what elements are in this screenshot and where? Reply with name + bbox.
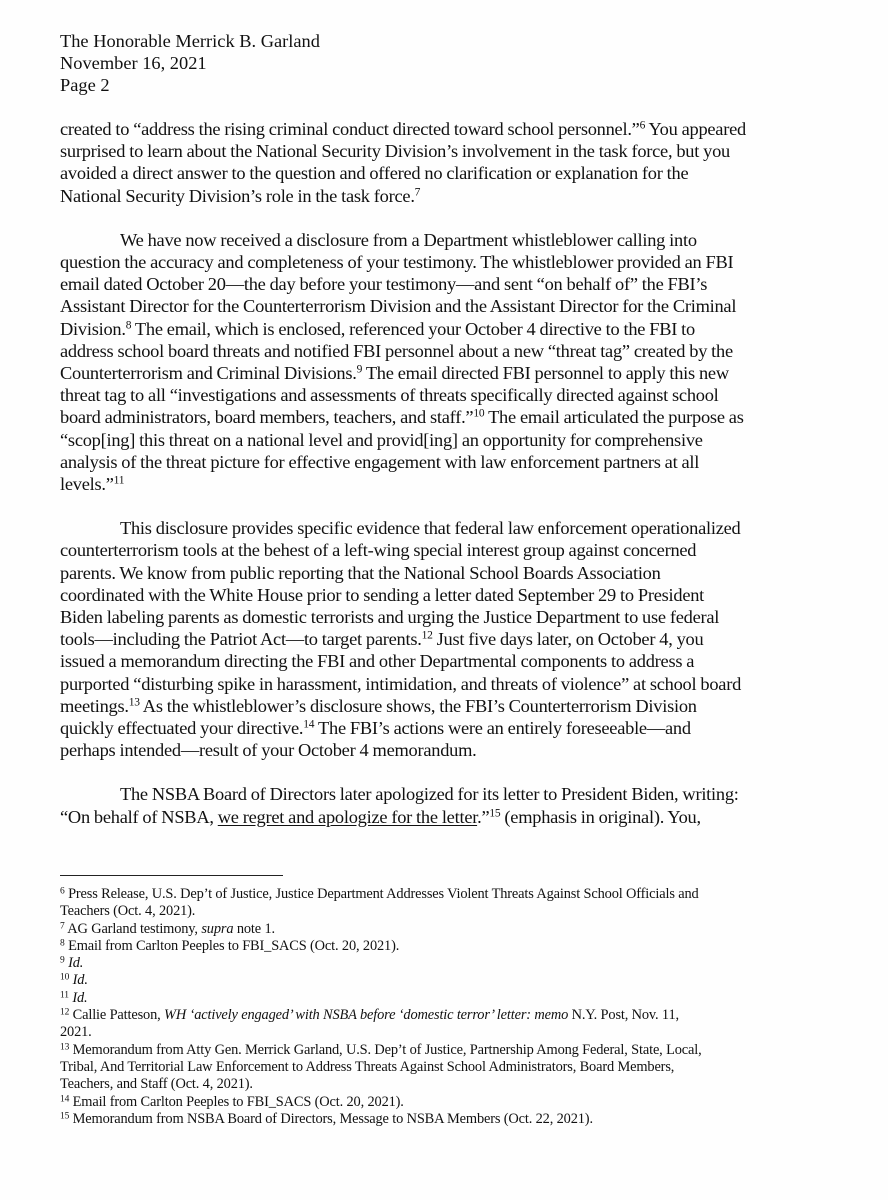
text-line <box>60 717 820 739</box>
footnote-ref: 14 <box>303 718 315 731</box>
text-line <box>60 562 820 584</box>
footnote-ref: 8 <box>125 319 132 332</box>
footnote-14 <box>60 1094 840 1111</box>
recipient-line: The Honorable Merrick B. Garland <box>60 31 320 51</box>
text-run: N.Y. Post, Nov. 11, <box>568 1007 679 1024</box>
footnote-number: 10 <box>60 972 70 983</box>
text-line <box>60 473 820 495</box>
text-line <box>60 140 820 162</box>
text-line <box>60 539 820 561</box>
footnote-13 <box>60 1042 840 1094</box>
footnote-line <box>60 972 840 989</box>
footnote-ref: 12 <box>421 629 433 642</box>
footnote-number: 9 <box>60 955 65 966</box>
text-run: analysis of the threat picture for effective engagement with law enforcement partners at all <box>60 451 700 472</box>
text-line <box>60 251 820 273</box>
italic-text: supra <box>201 920 234 937</box>
text-run: “On behalf of NSBA, <box>60 806 218 827</box>
italic-text: Id. <box>68 955 84 972</box>
footnote-line <box>60 938 840 955</box>
text-run: counterterrorism tools at the behest of a left-wing special interest group against concerned <box>60 540 697 561</box>
italic-text: WH ‘actively engaged’ with NSBA before ‘domestic terror’ letter: memo <box>164 1007 569 1024</box>
text-run: parents. We know from public reporting that the National School Boards Association <box>60 562 661 583</box>
text-line <box>60 118 820 140</box>
footnote-line <box>60 1094 840 1111</box>
text-run: Teachers, and Staff (Oct. 4, 2021). <box>60 1076 253 1093</box>
text-line <box>60 162 820 184</box>
text-run: Callie Patteson, <box>72 1007 165 1024</box>
footnote-number: 11 <box>60 990 69 1001</box>
footnote-line <box>60 921 840 938</box>
footnote-line <box>60 1059 840 1076</box>
footnote-line <box>60 955 840 972</box>
footnote-line <box>60 1024 840 1041</box>
text-line <box>60 273 820 295</box>
text-run: Just five days later, on October 4, you <box>432 629 704 650</box>
text-run: As the whistleblower’s disclosure shows, the FBI’s Counterterrorism Division <box>139 695 697 716</box>
body-paragraph <box>60 118 820 207</box>
text-run: Biden labeling parents as domestic terrorists and urging the Justice Department to use federal <box>60 607 720 628</box>
footnote-number: 15 <box>60 1111 70 1122</box>
footnote-15 <box>60 1111 840 1128</box>
text-run: threat tag to all “investigations and assessments of threats specifically directed against school <box>60 385 719 406</box>
text-run: quickly effectuated your directive. <box>60 718 304 739</box>
letter-body <box>60 118 820 850</box>
text-line <box>60 695 820 717</box>
text-line <box>60 340 820 362</box>
text-line <box>60 650 820 672</box>
italic-text: Id. <box>72 989 88 1006</box>
text-run: issued a memorandum directing the FBI and other Departmental components to address a <box>60 651 695 672</box>
text-run: Counterterrorism and Criminal Divisions. <box>60 363 357 384</box>
text-line <box>60 606 820 628</box>
text-line <box>60 429 820 451</box>
page-number: Page 2 <box>60 75 110 95</box>
text-line <box>60 739 820 761</box>
text-run: coordinated with the White House prior to sending a letter dated September 29 to President <box>60 584 705 605</box>
text-line <box>60 517 820 539</box>
text-run: .” <box>477 806 490 827</box>
body-paragraph <box>60 229 820 495</box>
text-run: “scop[ing] this threat on a national level and provid[ing] an opportunity for comprehensive <box>60 429 703 450</box>
footnote-line <box>60 1111 840 1128</box>
footnote-ref: 9 <box>356 363 363 376</box>
footnote-ref: 11 <box>113 474 125 487</box>
text-run: AG Garland testimony, <box>67 920 202 937</box>
text-line <box>60 673 820 695</box>
text-run: levels.” <box>60 474 114 495</box>
text-run: (emphasis in original). You, <box>500 806 701 827</box>
text-run: 2021. <box>60 1024 92 1041</box>
text-line <box>60 318 820 340</box>
text-line <box>60 362 820 384</box>
text-run: The FBI’s actions were an entirely foreseeable—and <box>314 718 691 739</box>
text-run: We have now received a disclosure from a Department whistleblower calling into <box>120 229 697 250</box>
text-run: National Security Division’s role in the task force. <box>60 185 415 206</box>
text-run: Email from Carlton Peeples to FBI_SACS (Oct. 20, 2021). <box>68 937 400 954</box>
footnote-ref: 13 <box>128 696 140 709</box>
text-line <box>60 229 820 251</box>
text-run: Teachers (Oct. 4, 2021). <box>60 903 196 920</box>
text-run: Division. <box>60 318 126 339</box>
text-run: board administrators, board members, teachers, and staff.” <box>60 407 474 428</box>
text-run: perhaps intended—result of your October 4 memorandum. <box>60 740 477 761</box>
text-run: Memorandum from NSBA Board of Directors, Message to NSBA Members (Oct. 22, 2021). <box>72 1110 593 1127</box>
text-run: Assistant Director for the Counterterrorism Division and the Assistant Director for the Criminal <box>60 296 737 317</box>
footnote-line <box>60 903 840 920</box>
footnote-line <box>60 1042 840 1059</box>
text-run: created to “address the rising criminal conduct directed toward school personnel.” <box>60 119 640 139</box>
text-line <box>60 185 820 207</box>
text-run: Tribal, And Territorial Law Enforcement to Address Threats Against School Administrators, Board Members, <box>60 1058 675 1075</box>
footnote-8 <box>60 938 840 955</box>
italic-text: Id. <box>72 972 88 989</box>
text-run: email dated October 20—the day before your testimony—and sent “on behalf of” the FBI’s <box>60 274 708 295</box>
text-line <box>60 406 820 428</box>
text-run: The email, which is enclosed, referenced your October 4 directive to the FBI to <box>131 318 695 339</box>
text-run: The email articulated the purpose as <box>484 407 744 428</box>
footnote-line <box>60 1076 840 1093</box>
footnote-line <box>60 886 840 903</box>
footnote-number: 6 <box>60 886 65 897</box>
footnote-number: 7 <box>60 920 65 931</box>
text-line <box>60 628 820 650</box>
underlined-text: we regret and apologize for the letter <box>217 806 478 827</box>
text-run: purported “disturbing spike in harassment, intimidation, and threats of violence” at school board <box>60 673 742 694</box>
text-run: address school board threats and notified FBI personnel about a new “threat tag” created by the <box>60 340 733 361</box>
text-run: avoided a direct answer to the question and offered no clarification or explanation for the <box>60 163 689 184</box>
text-line <box>60 584 820 606</box>
footnote-10 <box>60 972 840 989</box>
footnote-ref: 10 <box>473 408 485 421</box>
text-run: Memorandum from Atty Gen. Merrick Garland, U.S. Dep’t of Justice, Partnership Among Federal, State, Local, <box>72 1041 702 1058</box>
footnote-separator <box>60 875 283 876</box>
footnote-11 <box>60 990 840 1007</box>
footnote-number: 13 <box>60 1041 70 1052</box>
text-run: Press Release, U.S. Dep’t of Justice, Justice Department Addresses Violent Threats Against School Officials and <box>68 886 699 902</box>
text-run: meetings. <box>60 695 129 716</box>
text-run: The NSBA Board of Directors later apologized for its letter to President Biden, writing: <box>120 784 739 805</box>
footnote-line <box>60 1007 840 1024</box>
text-run: Email from Carlton Peeples to FBI_SACS (Oct. 20, 2021). <box>72 1093 404 1110</box>
footnote-ref: 15 <box>489 807 501 820</box>
text-line <box>60 295 820 317</box>
text-run: question the accuracy and completeness of your testimony. The whistleblower provided an FBI <box>60 252 734 273</box>
body-paragraph <box>60 517 820 761</box>
text-run: The email directed FBI personnel to apply this new <box>362 363 729 384</box>
text-run: surprised to learn about the National Security Division’s involvement in the task force, but you <box>60 141 730 162</box>
footnote-7 <box>60 921 840 938</box>
text-line <box>60 806 820 828</box>
text-line <box>60 384 820 406</box>
footnote-line <box>60 990 840 1007</box>
letter-header <box>60 30 320 96</box>
text-run: You appeared <box>645 119 746 139</box>
text-run: This disclosure provides specific evidence that federal law enforcement operationalized <box>120 518 741 539</box>
footnote-ref: 6 <box>639 119 646 132</box>
text-line <box>60 451 820 473</box>
footnotes <box>60 886 840 1128</box>
footnote-number: 14 <box>60 1093 70 1104</box>
footnote-9 <box>60 955 840 972</box>
text-run: tools—including the Patriot Act—to target parents. <box>60 629 422 650</box>
footnote-number: 8 <box>60 938 65 949</box>
footnote-ref: 7 <box>414 186 421 199</box>
text-run: note 1. <box>233 920 275 937</box>
footnote-12 <box>60 1007 840 1042</box>
footnote-number: 12 <box>60 1007 70 1018</box>
date-line: November 16, 2021 <box>60 53 207 73</box>
footnote-6 <box>60 886 840 921</box>
body-paragraph <box>60 783 820 827</box>
text-line <box>60 783 820 805</box>
